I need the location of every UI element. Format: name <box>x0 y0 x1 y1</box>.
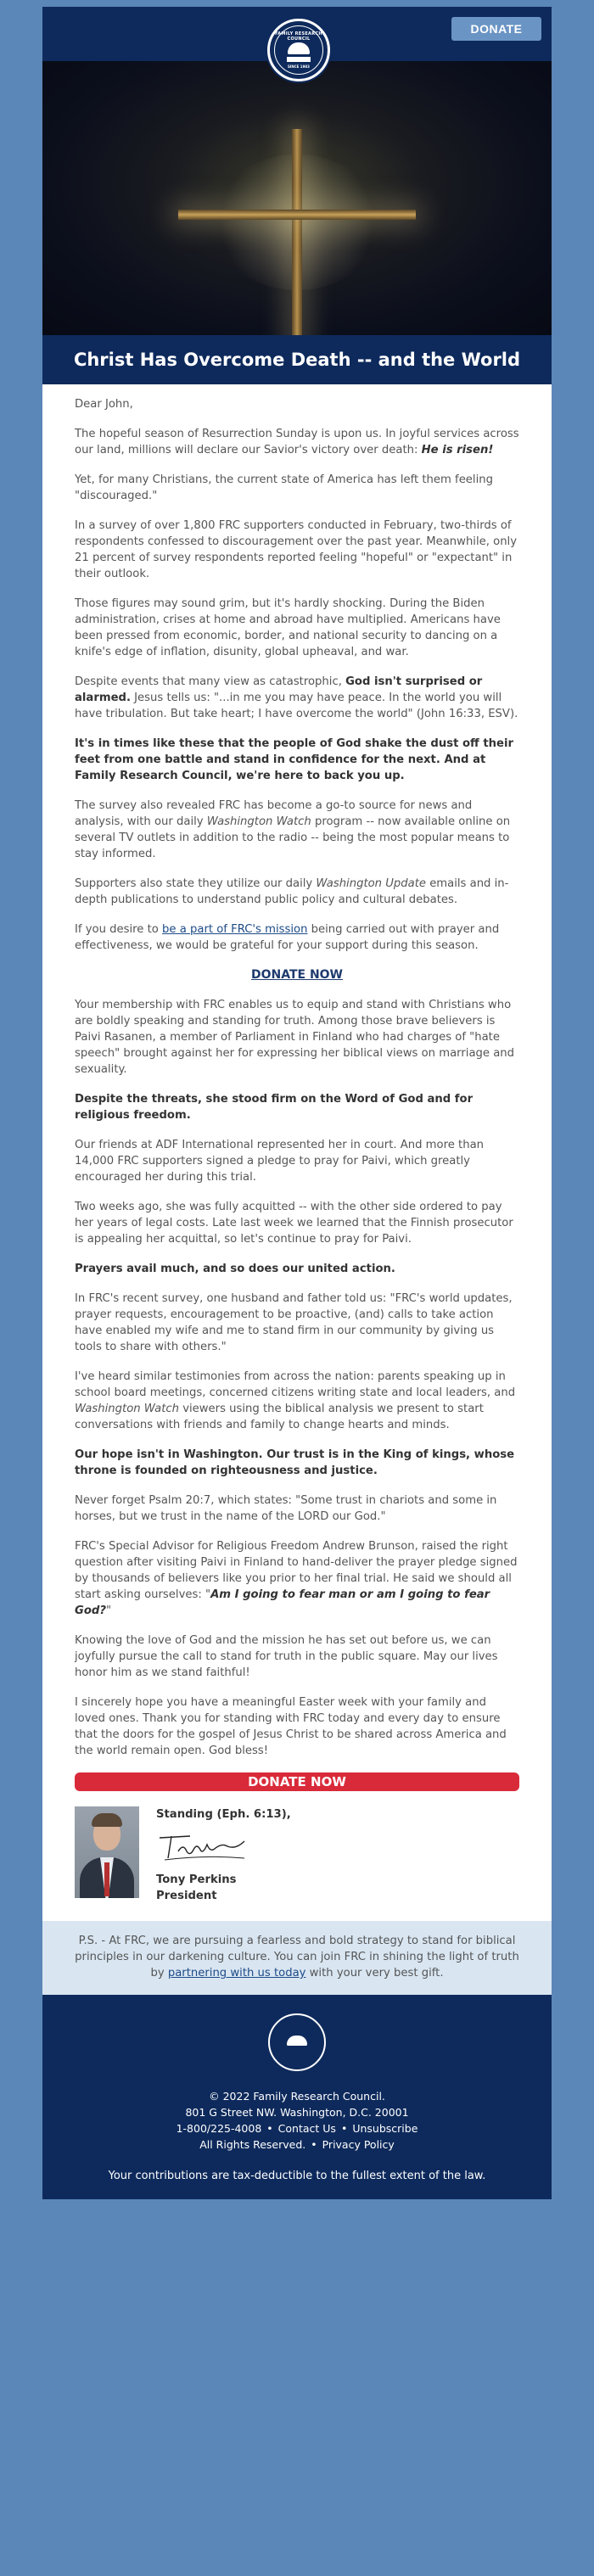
rights: All Rights Reserved. <box>199 2138 306 2151</box>
president-photo <box>75 1806 139 1898</box>
donate-now-link[interactable]: DONATE NOW <box>250 968 344 982</box>
contact-link[interactable]: Contact Us <box>277 2122 336 2135</box>
capitol-dome-icon <box>287 2036 307 2046</box>
page-title: Christ Has Overcome Death -- and the World <box>42 335 552 384</box>
bold-paragraph: Prayers avail much, and so does our united action. <box>75 1263 395 1275</box>
tax-note: Your contributions are tax-deductible to the fullest extent of the law. <box>108 2170 486 2182</box>
paragraph: Despite events that many view as catastrophic, God isn't surprised or alarmed. Jesus tells us: "...in me you may have peace. In the world you will have tribulation. But take heart; I have overcome the world" (John 16:33, ESV). <box>75 675 518 720</box>
dome-shape <box>288 42 310 54</box>
paragraph: Our friends at ADF International represented her in court. And more than 14,000 FRC supporters signed a pledge to pray for Paivi, which greatly encouraged her during this trial. <box>75 1139 485 1184</box>
bold-paragraph: Our hope isn't in Washington. Our trust is in the King of kings, whose throne is founded on righteousness and justice. <box>75 1448 515 1477</box>
signer-role: President <box>156 1890 217 1902</box>
dome-base <box>287 57 311 62</box>
postscript: P.S. - At FRC, we are pursuing a fearless and bold strategy to stand for biblical principles in our darkening culture. You can join FRC in shining the light of truth by partnering with us today with your very best gift. <box>42 1921 552 1995</box>
paragraph: The survey also revealed FRC has become a go-to source for news and analysis, with our daily Washington Watch program -- now available online on several TV outlets in addition to the radio -- being the most popular means to stay informed. <box>75 799 511 860</box>
paragraph: I sincerely hope you have a meaningful Easter week with your family and loved ones. Thank you for standing with FRC today and every day to ensure that the doors for the gospel of Jesus Christ to be shared across America and the world remain open. God bless! <box>75 1696 507 1757</box>
paragraph: I've heard similar testimonies from across the nation: parents speaking up in school board meetings, concerned citizens writing state and local leaders, and Washington Watch viewers using the biblical analysis we present to start conversations with friends and family to change hearts and minds. <box>75 1370 516 1431</box>
partner-link[interactable]: partnering with us today <box>167 1967 306 1980</box>
signature-block <box>75 1806 519 1904</box>
signature-icon <box>156 1829 249 1863</box>
paragraph: Your membership with FRC enables us to equip and stand with Christians who are boldly speaking and standing for truth. Among those brave believers is Paivi Rasanen, a member of Parliament in Finland who had charges of "hate speech" brought against her for expressing her biblical views on marriage and sexuality. <box>75 999 515 1076</box>
frc-logo[interactable] <box>267 19 330 81</box>
paragraph: In a survey of over 1,800 FRC supporters conducted in February, two-thirds of respondents confessed to discouragement over the past year. Meanwhile, only 21 percent of survey respondents reported feeling "hopeful" or "expectant" in their outlook. <box>75 519 518 580</box>
hero-banner <box>42 7 552 335</box>
bold-paragraph: It's in times like these that the people of God shake the dust off their feet from one battle and stand in confidence for the next. And at Family Research Council, we're here to back you up. <box>75 737 513 782</box>
closing: Standing (Eph. 6:13), <box>156 1808 291 1821</box>
unsubscribe-link[interactable]: Unsubscribe <box>352 2122 418 2135</box>
paragraph: Supporters also state they utilize our daily Washington Update emails and in-depth publications to understand public policy and cultural debates. <box>75 877 509 906</box>
donate-button-top[interactable]: DONATE <box>451 17 541 41</box>
paragraph: Two weeks ago, she was fully acquitted -- with the other side ordered to pay her years of legal costs. Late last week we learned that the Finnish prosecutor is appealing her acquittal, so let's continue to pray for Paivi. <box>75 1201 513 1246</box>
phone: 1-800/225-4008 <box>176 2122 262 2135</box>
signer-name: Tony Perkins <box>156 1873 237 1886</box>
logo-since: SINCE 1983 <box>288 64 310 69</box>
signature-text <box>156 1806 291 1904</box>
greeting: Dear John, <box>75 398 133 411</box>
paragraph: Those figures may sound grim, but it's hardly shocking. During the Biden administration, crises at home and abroad have multiplied. Americans have been pressed from economic, border, and national security to dancing on a knife's edge of inflation, disunity, global upheaval, and war. <box>75 597 501 658</box>
paragraph: In FRC's recent survey, one husband and father told us: "FRC's world updates, prayer requests, encouragement to be proactive, (and) calls to take action have enabled my wife and me to stand firm in our community by giving us tools to share with others." <box>75 1292 513 1353</box>
cross-beam <box>178 210 416 220</box>
capitol-dome-icon <box>274 25 323 75</box>
hero-image <box>42 61 552 335</box>
paragraph: Yet, for many Christians, the current state of America has left them feeling "discouraged." <box>75 473 493 502</box>
donate-now-link-wrap <box>75 967 519 983</box>
paragraph: Never forget Psalm 20:7, which states: "Some trust in chariots and some in horses, but we trust in the name of the LORD our God." <box>75 1494 497 1523</box>
footer-logo[interactable] <box>268 2013 326 2071</box>
privacy-link[interactable]: Privacy Policy <box>322 2138 395 2151</box>
copyright: © 2022 Family Research Council. <box>209 2090 385 2103</box>
logo-text: FAMILY RESEARCH COUNCIL <box>275 31 322 42</box>
cross-icon <box>292 129 302 335</box>
paragraph: The hopeful season of Resurrection Sunday is upon us. In joyful services across our land, millions will declare our Savior's victory over death: He is risen! <box>75 428 519 456</box>
paragraph: If you desire to be a part of FRC's mission being carried out with prayer and effectiveness, we would be grateful for your support during this season. <box>75 923 500 952</box>
letter-body <box>42 384 552 1921</box>
email-container <box>42 7 552 2199</box>
footer-links: 1-800/225-4008 • Contact Us • Unsubscribe <box>176 2122 418 2135</box>
paragraph: Knowing the love of God and the mission he has set out before us, we can joyfully pursue the call to stand for truth in the public square. May our lives honor him as we stand faithful! <box>75 1634 498 1679</box>
footer-links-2: All Rights Reserved. • Privacy Policy <box>199 2138 395 2151</box>
paragraph: FRC's Special Advisor for Religious Freedom Andrew Brunson, raised the right question after visiting Paivi in Finland to hand-deliver the prayer pledge signed by thousands of believers like you prior to her final trial. He said we should all start asking ourselves: "Am I going to fear man or am I going to fear God?" <box>75 1540 518 1617</box>
address: 801 G Street NW. Washington, D.C. 20001 <box>185 2106 409 2119</box>
donate-now-button[interactable]: DONATE NOW <box>75 1772 519 1791</box>
mission-link[interactable]: be a part of FRC's mission <box>162 923 308 936</box>
bold-paragraph: Despite the threats, she stood firm on the Word of God and for religious freedom. <box>75 1093 474 1122</box>
footer <box>42 1995 552 2199</box>
